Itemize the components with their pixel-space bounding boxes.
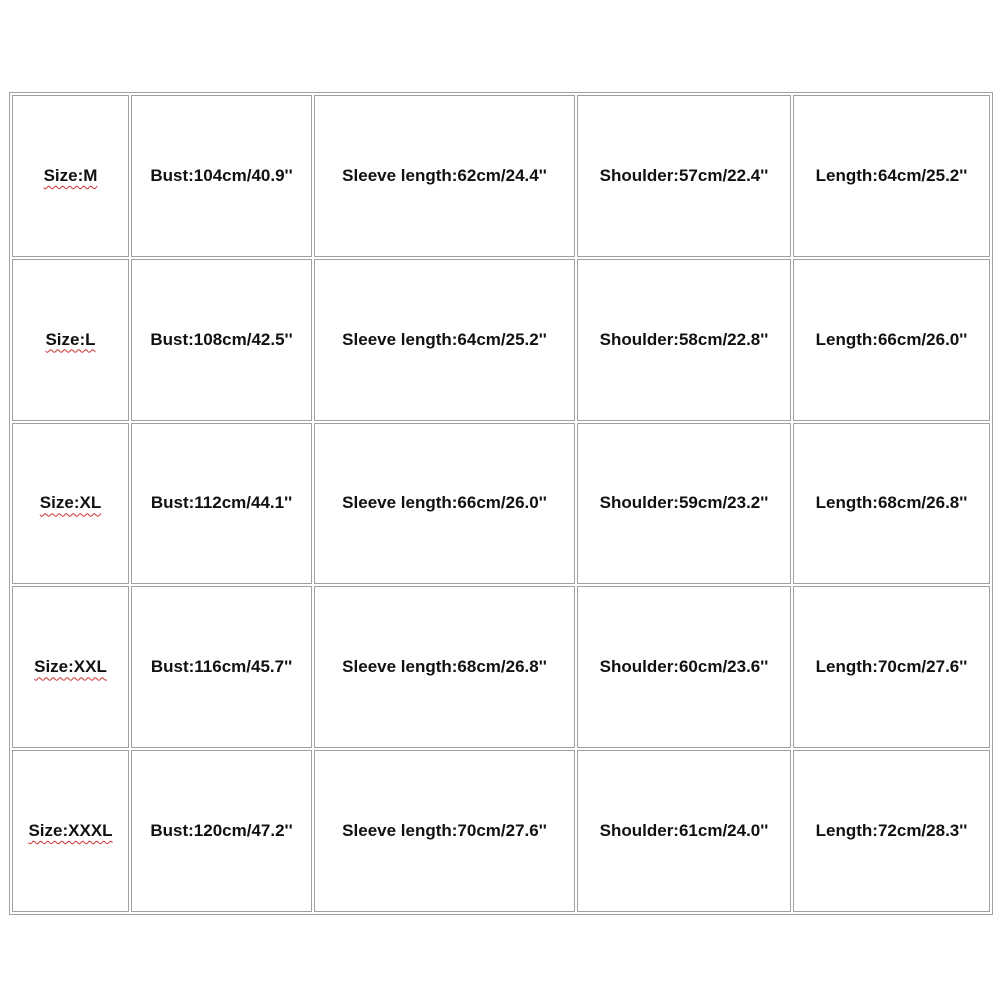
- length-cell: Length:72cm/28.3'': [793, 750, 990, 912]
- sleeve-length-cell: Sleeve length:64cm/25.2'': [314, 259, 575, 421]
- size-label: Size:XXXL: [28, 821, 113, 841]
- sleeve-length-cell: Sleeve length:70cm/27.6'': [314, 750, 575, 912]
- bust-cell: Bust:120cm/47.2'': [131, 750, 312, 912]
- table-row: [12, 423, 990, 585]
- table-row: [12, 259, 990, 421]
- bust-cell: Bust:116cm/45.7'': [131, 586, 312, 748]
- table-row: [12, 750, 990, 912]
- size-label: Size:M: [43, 165, 98, 185]
- shoulder-cell: Shoulder:57cm/22.4'': [577, 95, 791, 257]
- size-label: Size:XL: [39, 493, 102, 513]
- size-cell: [12, 259, 129, 421]
- shoulder-cell: Shoulder:60cm/23.6'': [577, 586, 791, 748]
- sleeve-length-cell: Sleeve length:68cm/26.8'': [314, 586, 575, 748]
- size-cell: [12, 586, 129, 748]
- length-cell: Length:64cm/25.2'': [793, 95, 990, 257]
- length-cell: Length:68cm/26.8'': [793, 423, 990, 585]
- shoulder-cell: Shoulder:58cm/22.8'': [577, 259, 791, 421]
- table-row: [12, 95, 990, 257]
- bust-cell: Bust:104cm/40.9'': [131, 95, 312, 257]
- size-cell: [12, 423, 129, 585]
- size-cell: [12, 95, 129, 257]
- table-row: [12, 586, 990, 748]
- length-cell: Length:70cm/27.6'': [793, 586, 990, 748]
- size-label: Size:L: [45, 329, 96, 349]
- size-chart-table: [9, 92, 993, 915]
- bust-cell: Bust:112cm/44.1'': [131, 423, 312, 585]
- sleeve-length-cell: Sleeve length:62cm/24.4'': [314, 95, 575, 257]
- shoulder-cell: Shoulder:59cm/23.2'': [577, 423, 791, 585]
- size-label: Size:XXL: [34, 657, 107, 677]
- length-cell: Length:66cm/26.0'': [793, 259, 990, 421]
- size-cell: [12, 750, 129, 912]
- sleeve-length-cell: Sleeve length:66cm/26.0'': [314, 423, 575, 585]
- bust-cell: Bust:108cm/42.5'': [131, 259, 312, 421]
- shoulder-cell: Shoulder:61cm/24.0'': [577, 750, 791, 912]
